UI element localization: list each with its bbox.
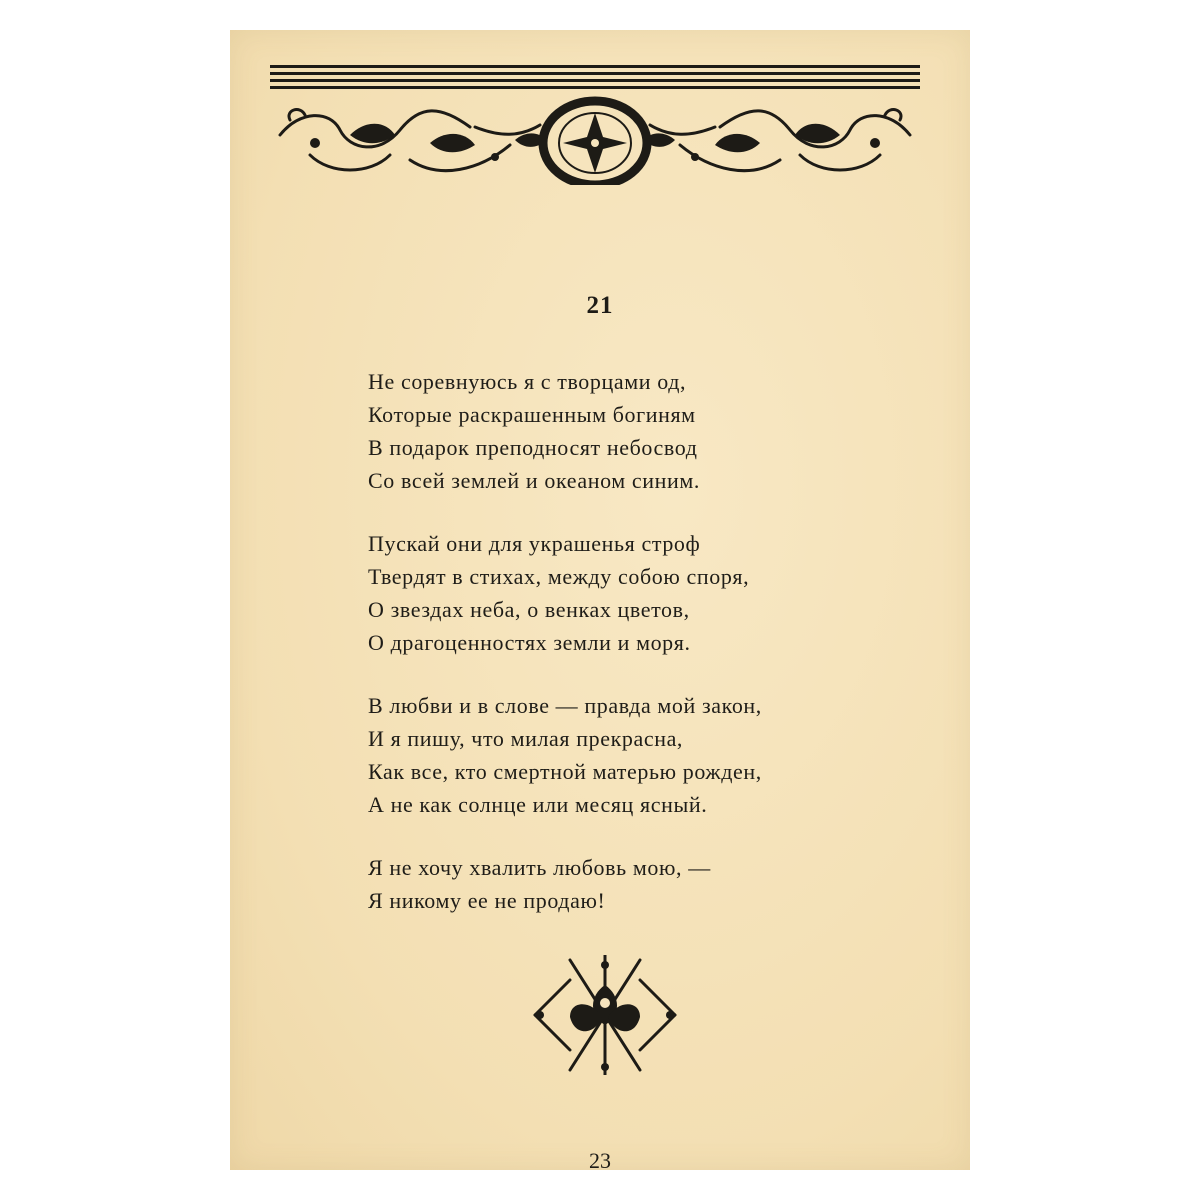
- poem-line: Со всей землей и океаном синим.: [368, 468, 700, 493]
- poem-line: Я никому ее не продаю!: [368, 888, 606, 913]
- poem-line: О звездах неба, о венках цветов,: [368, 597, 690, 622]
- tulip-cross-ornament-icon: [530, 955, 680, 1075]
- poem-line: Которые раскрашенным богиням: [368, 402, 696, 427]
- stanza: [368, 851, 762, 917]
- poem-line: Пускай они для украшенья строф: [368, 531, 701, 556]
- poem-line: А не как солнце или месяц ясный.: [368, 792, 708, 817]
- poem-line: Не соревнуюсь я с творцами од,: [368, 369, 687, 394]
- sonnet-number: 21: [586, 292, 614, 319]
- poem-text: [368, 365, 762, 947]
- book-page: [230, 30, 970, 1173]
- stanza: [368, 527, 762, 659]
- poem-line: В любви и в слове — правда мой закон,: [368, 693, 762, 718]
- poem-line: О драгоценностях земли и моря.: [368, 630, 691, 655]
- floral-scroll-header-ornament-icon: [270, 65, 930, 185]
- poem-line: В подарок преподносят небосвод: [368, 435, 698, 460]
- page-number: 23: [589, 1148, 611, 1173]
- stanza: [368, 689, 762, 821]
- poem-line: Я не хочу хвалить любовь мою, —: [368, 855, 711, 880]
- poem-line: Твердят в стихах, между собою споря,: [368, 564, 750, 589]
- stanza: [368, 365, 762, 497]
- poem-line: Как все, кто смертной матерью рожден,: [368, 759, 762, 784]
- poem-line: И я пишу, что милая прекрасна,: [368, 726, 684, 751]
